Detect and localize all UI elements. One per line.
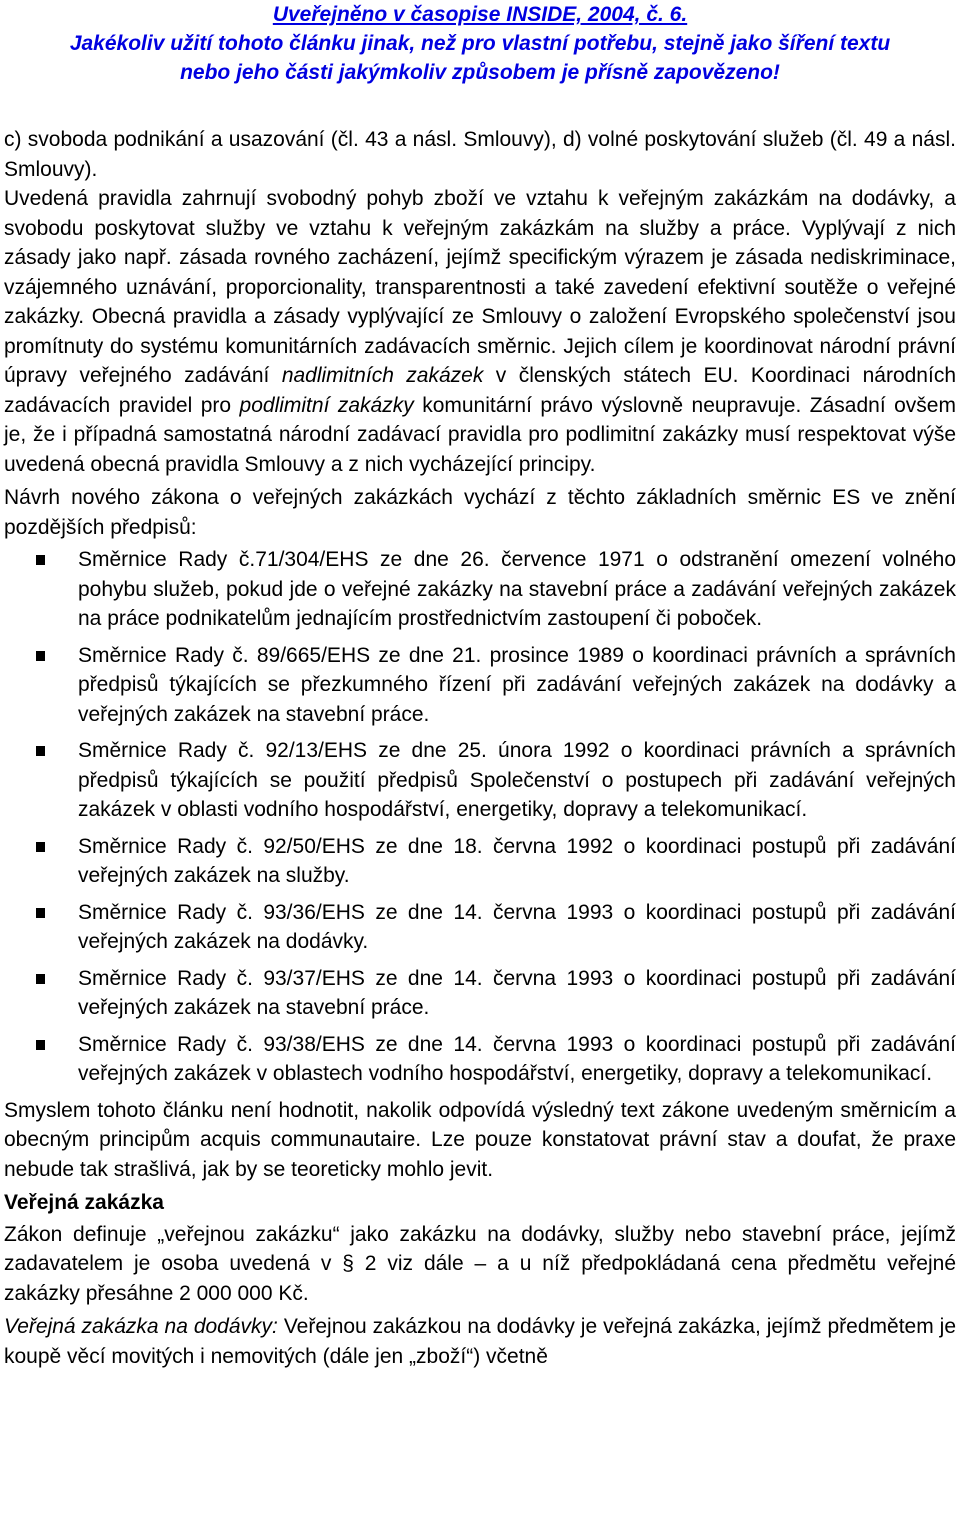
square-bullet-icon	[36, 974, 45, 984]
list-item: Směrnice Rady č. 93/37/EHS ze dne 14. června 1993 o koordinaci postupů při zadávání veřejných zakázek na stavební práce.	[4, 964, 956, 1023]
directives-list	[4, 545, 956, 1089]
list-item: Směrnice Rady č. 92/13/EHS ze dne 25. února 1992 o koordinaci právních a správních předpisů týkajících se použití předpisů Společenství o postupech při zadávání veřejných zakázek v oblasti vodního hospodářství, energetiky, dopravy a telekomunikací.	[4, 736, 956, 825]
article-body	[4, 125, 956, 1371]
emphasis-below-threshold: podlimitní zakázky	[239, 393, 414, 417]
list-item: Směrnice Rady č. 93/38/EHS ze dne 14. června 1993 o koordinaci postupů při zadávání veřejných zakázek v oblastech vodního hospodářství, energetiky, dopravy a telekomunikací.	[4, 1030, 956, 1089]
header-notice-line-1: Jakékoliv užití tohoto článku jinak, než pro vlastní potřebu, stejně jako šíření textu	[69, 32, 891, 55]
square-bullet-icon	[36, 651, 45, 661]
list-item: Směrnice Rady č. 92/50/EHS ze dne 18. června 1992 o koordinaci postupů při zadávání veřejných zakázek na služby.	[4, 832, 956, 891]
paragraph-principles-text-a: Uvedená pravidla zahrnují svobodný pohyb zboží ve vztahu k veřejným zakázkám na dodávky, a svobodu poskytovat služby ve vztahu k veřejným zakázkám na služby a práce. Vyplývají z nich zásady jako např. zásada rovného zacházení, jejímž specifickým výrazem je zásada nediskriminace, vzájemného uznávání, proporcionality, transparentnosti a také zavedení efektivní soutěže o veřejné zakázky. Obecná pravidla a zásady vyplývající ze Smlouvy o založení Evropského společenství jsou promítnuty do systému komunitárních zadávacích směrnic. Jejich cílem je koordinovat národní právní úpravy veřejného zadávání	[4, 187, 956, 387]
square-bullet-icon	[36, 555, 45, 565]
paragraph-principles-text-c: v členských státech EU. Koordinaci národních zadávacích pravidel pro	[4, 364, 956, 417]
section-title: Veřejná zakázka	[4, 1191, 164, 1214]
paragraph-principles-text-e: komunitární právo výslovně neupravuje. Zásadní ovšem je, že i případná samostatná národní zadávací pravidla pro podlimitní zakázky musí respektovat výše uvedená obecná pravidla Smlouvy a z nich vycházející principy.	[4, 393, 956, 476]
list-item: Směrnice Rady č. 89/665/EHS ze dne 21. prosince 1989 o koordinaci právních a správních předpisů týkajících se přezkumného řízení při zadávání veřejných zakázek na dodávky a veřejných zakázek na stavební práce.	[4, 641, 956, 730]
emphasis-above-threshold: nadlimitních zakázek	[281, 364, 484, 387]
paragraph-purpose: Smyslem tohoto článku není hodnotit, nakolik odpovídá výsledný text zákone uvedeným směrnicím a obecným principům acquis communautaire. Lze pouze konstatovat právní stav a doufat, že praxe nebude tak strašlivá, jak by se teoreticky mohlo jevit.	[4, 1098, 956, 1181]
paragraph-principles	[4, 184, 956, 479]
header-publication-line: Uveřejněno v časopise INSIDE, 2004, č. 6.	[272, 3, 688, 26]
term-supplies: Veřejná zakázka na dodávky:	[4, 1315, 278, 1338]
square-bullet-icon	[36, 908, 45, 918]
paragraph-supplies	[4, 1312, 956, 1371]
paragraph-supplies-text: Veřejnou zakázkou na dodávky je veřejná zakázka, jejímž předmětem je koupě věcí movitých i nemovitých (dále jen „zboží“) včetně	[4, 1315, 956, 1368]
paragraph-freedoms: c) svoboda podnikání a usazování (čl. 43 a násl. Smlouvy), d) volné poskytování služeb (čl. 49 a násl. Smlouvy).	[4, 128, 956, 181]
square-bullet-icon	[36, 1040, 45, 1050]
paragraph-directives-intro: Návrh nového zákona o veřejných zakázkách vychází z těchto základních směrnic ES ve znění pozdějších předpisů:	[4, 486, 956, 539]
paragraph-definition: Zákon definuje „veřejnou zakázku“ jako zakázku na dodávky, služby nebo stavební práce, jejímž zadavatelem je osoba uvedená v § 2 viz dále – a u níž předpokládaná cena předmětu veřejné zakázky přesáhne 2 000 000 Kč.	[4, 1222, 956, 1305]
list-item: Směrnice Rady č.71/304/EHS ze dne 26. července 1971 o odstranění omezení volného pohybu služeb, pokud jde o veřejné zakázky na stavební práce a zadávání veřejných zakázek na práce podnikatelům jednajícím prostřednictvím zastoupení či poboček.	[4, 545, 956, 634]
copyright-header	[4, 0, 956, 87]
list-item: Směrnice Rady č. 93/36/EHS ze dne 14. června 1993 o koordinaci postupů při zadávání veřejných zakázek na dodávky.	[4, 898, 956, 957]
header-notice-line-2: nebo jeho části jakýmkoliv způsobem je přísně zapovězeno!	[180, 61, 780, 84]
square-bullet-icon	[36, 746, 45, 756]
square-bullet-icon	[36, 842, 45, 852]
